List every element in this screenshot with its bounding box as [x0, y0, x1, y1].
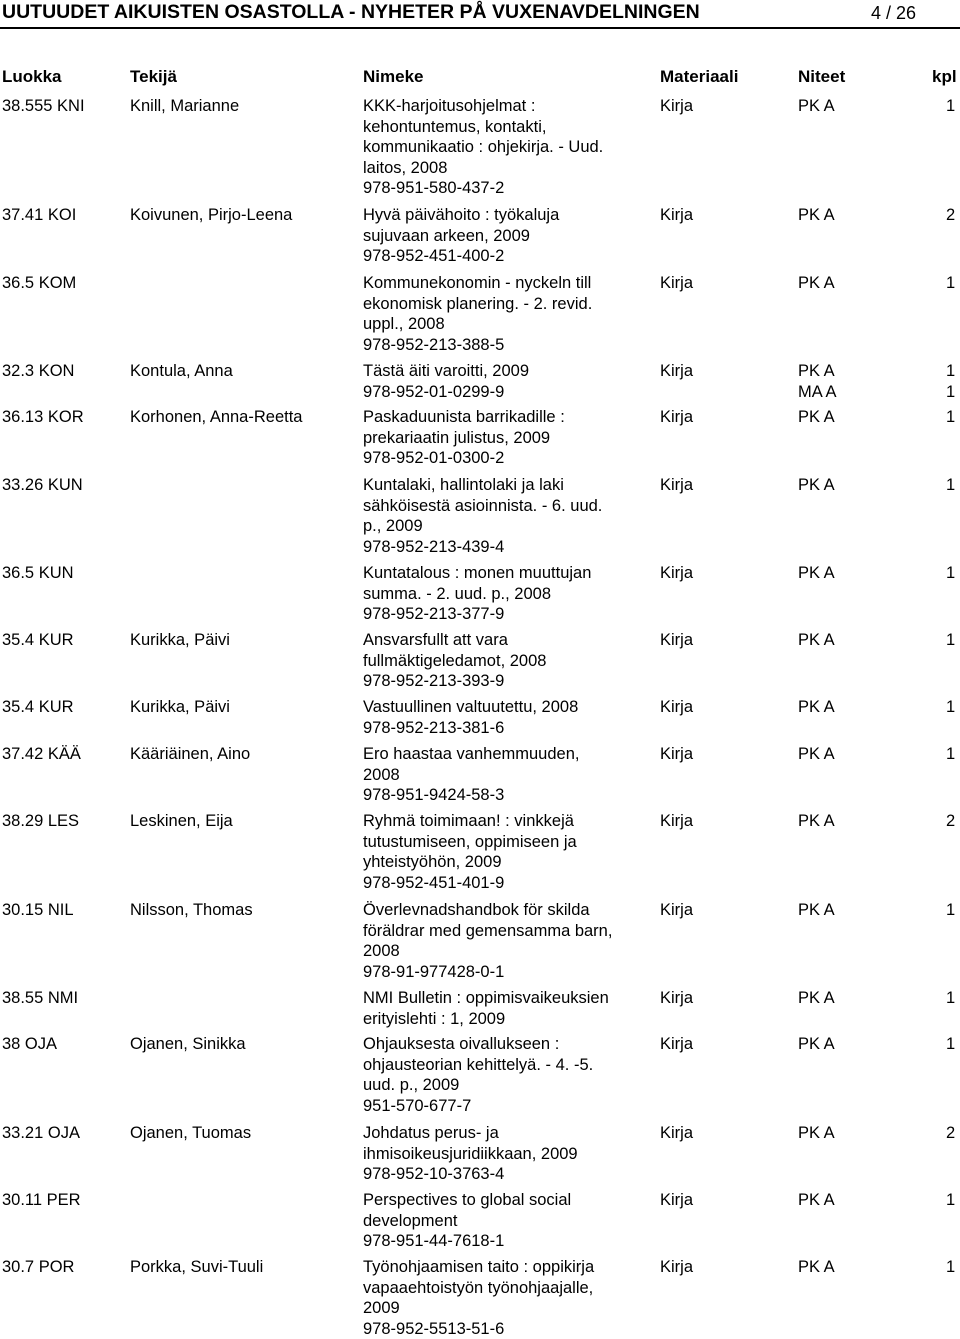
row-material: Kirja [660, 476, 694, 494]
row-note-line: PK A [798, 206, 835, 224]
row-notes [798, 1123, 835, 1144]
row-title-line: Ryhmä toimimaan! : vinkkejä [363, 812, 574, 830]
row-title [363, 361, 648, 402]
row-note-line: PK A [798, 812, 835, 830]
row-note-line: PK A [798, 901, 835, 919]
row-title-line: 978-951-9424-58-3 [363, 786, 505, 805]
row-title-line: 978-952-451-401-9 [363, 873, 505, 892]
row-title-line: uud. p., 2009 [363, 1076, 460, 1095]
row-notes [798, 563, 835, 584]
row-title-line: 978-952-01-0300-2 [363, 449, 505, 468]
row-title-line: 978-952-213-393-9 [363, 672, 505, 691]
page-title: UUTUUDET AIKUISTEN OSASTOLLA - NYHETER PÅ VUXENAVDELNINGEN [2, 1, 700, 23]
row-qty [946, 744, 955, 765]
row-title-line: kehontuntemus, kontakti, [363, 117, 547, 136]
row-qty-line: 1 [946, 1191, 956, 1209]
row-qty-line: 1 [946, 362, 956, 380]
row-title-line: Paskaduunista barrikadille : [363, 408, 565, 426]
row-title-line: p., 2009 [363, 517, 423, 536]
row-material: Kirja [660, 362, 694, 380]
row-title-line: 978-952-01-0299-9 [363, 382, 505, 401]
row-notes [798, 988, 835, 1009]
row-material: Kirja [660, 408, 694, 426]
row-qty [946, 1190, 955, 1211]
row-notes [798, 475, 835, 496]
row-qty-line: 2 [946, 206, 956, 224]
row-author: Kurikka, Päivi [130, 631, 230, 649]
row-notes [798, 697, 835, 718]
row-class: 30.15 NIL [2, 901, 74, 919]
row-title-line: 978-951-580-437-2 [363, 179, 505, 198]
row-title-line: 978-952-213-377-9 [363, 605, 505, 624]
column-header-material: Materiaali [660, 67, 739, 86]
row-title-line: 978-952-10-3763-4 [363, 1165, 505, 1184]
row-title-line: 2008 [363, 765, 400, 784]
row-class: 38.555 KNI [2, 97, 85, 115]
row-note-line: PK A [798, 362, 835, 380]
row-qty [946, 563, 955, 584]
row-title-line: fullmäktigeledamot, 2008 [363, 651, 547, 670]
row-title-line: laitos, 2008 [363, 158, 448, 177]
row-qty-line: 1 [946, 476, 956, 494]
row-note-line: PK A [798, 1191, 835, 1209]
row-qty [946, 697, 955, 718]
row-title-line: Hyvä päivähoito : työkaluja [363, 206, 560, 224]
row-author: Korhonen, Anna-Reetta [130, 408, 303, 426]
row-author: Nilsson, Thomas [130, 901, 253, 919]
row-note-line: PK A [798, 564, 835, 582]
row-qty [946, 811, 955, 832]
row-qty [946, 96, 955, 117]
row-qty-line: 1 [946, 408, 956, 426]
row-notes [798, 361, 837, 402]
row-note-line: MA A [798, 382, 837, 401]
row-title-line: Työnohjaamisen taito : oppikirja [363, 1258, 595, 1276]
row-class: 36.5 KUN [2, 564, 74, 582]
row-qty [946, 361, 955, 402]
row-title-line: 978-952-213-439-4 [363, 537, 505, 556]
row-title-line: prekariaatin julistus, 2009 [363, 428, 551, 447]
row-title-line: ohjausteorian kehittelyä. - 4. -5. [363, 1055, 594, 1074]
row-material: Kirja [660, 274, 694, 292]
row-class: 35.4 KUR [2, 631, 74, 649]
row-qty [946, 1123, 955, 1144]
row-title [363, 811, 648, 893]
row-qty-line: 1 [946, 382, 956, 401]
row-note-line: PK A [798, 408, 835, 426]
row-title-line: ekonomisk planering. - 2. revid. [363, 294, 593, 313]
header-divider [0, 27, 960, 29]
row-title-line: ihmisoikeusjuridiikkaan, 2009 [363, 1144, 578, 1163]
row-author: Knill, Marianne [130, 97, 240, 115]
row-title-line: Ansvarsfullt att vara [363, 631, 508, 649]
row-material: Kirja [660, 989, 694, 1007]
row-title-line: Perspectives to global social [363, 1191, 572, 1209]
row-title [363, 273, 648, 355]
row-material: Kirja [660, 631, 694, 649]
row-class: 38.55 NMI [2, 989, 79, 1007]
row-title-line: sujuvaan arkeen, 2009 [363, 226, 530, 245]
row-title-line: Kommunekonomin - nyckeln till [363, 274, 592, 292]
row-title [363, 744, 648, 806]
row-title-line: yhteistyöhön, 2009 [363, 853, 502, 872]
row-title [363, 475, 648, 557]
row-note-line: PK A [798, 274, 835, 292]
row-qty-line: 1 [946, 989, 956, 1007]
row-title [363, 205, 648, 267]
row-qty-line: 1 [946, 745, 956, 763]
row-class: 38 OJA [2, 1035, 58, 1053]
row-author: Ojanen, Sinikka [130, 1035, 246, 1053]
row-author: Kontula, Anna [130, 362, 233, 380]
row-material: Kirja [660, 1258, 694, 1276]
row-qty-line: 2 [946, 1124, 956, 1142]
row-notes [798, 900, 835, 921]
row-qty-line: 1 [946, 97, 956, 115]
row-title-line: NMI Bulletin : oppimisvaikeuksien [363, 989, 609, 1007]
row-author: Leskinen, Eija [130, 812, 233, 830]
page-number: 4 / 26 [870, 3, 916, 23]
row-material: Kirja [660, 812, 694, 830]
row-qty [946, 205, 955, 226]
row-notes [798, 407, 835, 428]
row-class: 35.4 KUR [2, 698, 74, 716]
row-title-line: 978-952-451-400-2 [363, 247, 505, 266]
row-title-line: kommunikaatio : ohjekirja. - Uud. [363, 138, 604, 157]
row-title-line: Johdatus perus- ja [363, 1124, 499, 1142]
row-material: Kirja [660, 1035, 694, 1053]
row-title-line: Vastuullinen valtuutettu, 2008 [363, 698, 579, 716]
row-title-line: 978-951-44-7618-1 [363, 1232, 505, 1251]
row-title-line: föräldrar med gemensamma barn, [363, 921, 613, 940]
row-class: 30.11 PER [2, 1191, 81, 1209]
row-note-line: PK A [798, 476, 835, 494]
row-notes [798, 1190, 835, 1211]
row-title [363, 563, 648, 625]
row-title-line: uppl., 2008 [363, 315, 445, 334]
row-notes [798, 273, 835, 294]
row-qty-line: 1 [946, 698, 956, 716]
row-title-line: Ohjauksesta oivallukseen : [363, 1035, 560, 1053]
row-title-line: 2008 [363, 942, 400, 961]
row-class: 33.26 KUN [2, 476, 83, 494]
row-material: Kirja [660, 901, 694, 919]
row-title-line: 951-570-677-7 [363, 1096, 472, 1115]
row-title-line: development [363, 1211, 458, 1230]
column-header-author: Tekijä [130, 67, 177, 86]
row-material: Kirja [660, 1124, 694, 1142]
row-material: Kirja [660, 745, 694, 763]
row-qty [946, 630, 955, 651]
row-author: Koivunen, Pirjo-Leena [130, 206, 293, 224]
row-title [363, 407, 648, 469]
row-title-line: 978-91-977428-0-1 [363, 962, 505, 981]
row-title-line: Kuntatalous : monen muuttujan [363, 564, 592, 582]
row-author: Kurikka, Päivi [130, 698, 230, 716]
row-class: 37.42 KÄÄ [2, 745, 81, 763]
row-notes [798, 205, 835, 226]
row-qty [946, 1257, 955, 1278]
column-header-qty: kpl [932, 67, 957, 86]
row-qty-line: 1 [946, 1258, 956, 1276]
row-title-line: 978-952-213-388-5 [363, 335, 505, 354]
row-title-line: summa. - 2. uud. p., 2008 [363, 584, 552, 603]
row-class: 36.5 KOM [2, 274, 77, 292]
row-title-line: vapaaehtoistyön työnohjaajalle, [363, 1278, 594, 1297]
row-title-line: sähköisestä asioinnista. - 6. uud. [363, 496, 603, 515]
row-title-line: tutustumiseen, oppimiseen ja [363, 832, 577, 851]
row-notes [798, 1257, 835, 1278]
row-material: Kirja [660, 97, 694, 115]
row-qty-line: 1 [946, 901, 956, 919]
row-class: 38.29 LES [2, 812, 80, 830]
row-title [363, 630, 648, 692]
row-title [363, 1123, 648, 1185]
row-title-line: Ero haastaa vanhemmuuden, [363, 745, 580, 763]
row-qty [946, 900, 955, 921]
row-title [363, 1257, 648, 1339]
row-qty-line: 1 [946, 564, 956, 582]
row-title-line: Tästä äiti varoitti, 2009 [363, 362, 529, 380]
column-header-title: Nimeke [363, 67, 424, 86]
row-note-line: PK A [798, 631, 835, 649]
row-qty-line: 1 [946, 631, 956, 649]
row-author: Kääriäinen, Aino [130, 745, 251, 763]
row-class: 33.21 OJA [2, 1124, 80, 1142]
row-title [363, 96, 648, 199]
row-notes [798, 811, 835, 832]
row-author: Ojanen, Tuomas [130, 1124, 252, 1142]
column-header-notes: Niteet [798, 67, 846, 86]
row-title-line: erityislehti : 1, 2009 [363, 1009, 506, 1028]
row-qty [946, 273, 955, 294]
row-material: Kirja [660, 564, 694, 582]
row-material: Kirja [660, 206, 694, 224]
row-note-line: PK A [798, 1035, 835, 1053]
row-note-line: PK A [798, 989, 835, 1007]
row-title-line: Kuntalaki, hallintolaki ja laki [363, 476, 564, 494]
row-note-line: PK A [798, 745, 835, 763]
row-qty [946, 407, 955, 428]
row-title [363, 1190, 648, 1252]
row-notes [798, 96, 835, 117]
row-class: 36.13 KOR [2, 408, 84, 426]
row-note-line: PK A [798, 1124, 835, 1142]
row-note-line: PK A [798, 698, 835, 716]
row-title [363, 900, 648, 982]
page-header [0, 0, 960, 27]
row-notes [798, 1034, 835, 1055]
row-qty-line: 1 [946, 1035, 956, 1053]
row-title [363, 697, 648, 738]
row-qty [946, 988, 955, 1009]
row-title [363, 988, 648, 1029]
row-material: Kirja [660, 1191, 694, 1209]
row-qty [946, 1034, 955, 1055]
row-title [363, 1034, 648, 1116]
row-note-line: PK A [798, 1258, 835, 1276]
row-title-line: 978-952-213-381-6 [363, 718, 505, 737]
row-qty-line: 1 [946, 274, 956, 292]
row-qty [946, 475, 955, 496]
row-class: 30.7 POR [2, 1258, 75, 1276]
row-notes [798, 630, 835, 651]
row-author: Porkka, Suvi-Tuuli [130, 1258, 264, 1276]
row-note-line: PK A [798, 97, 835, 115]
row-qty-line: 2 [946, 812, 956, 830]
row-material: Kirja [660, 698, 694, 716]
row-title-line: 978-952-5513-51-6 [363, 1319, 505, 1338]
column-header-class: Luokka [2, 67, 62, 86]
row-class: 32.3 KON [2, 362, 75, 380]
row-title-line: 2009 [363, 1299, 400, 1318]
row-title-line: KKK-harjoitusohjelmat : [363, 97, 536, 115]
row-notes [798, 744, 835, 765]
row-class: 37.41 KOI [2, 206, 77, 224]
row-title-line: Överlevnadshandbok för skilda [363, 901, 590, 919]
